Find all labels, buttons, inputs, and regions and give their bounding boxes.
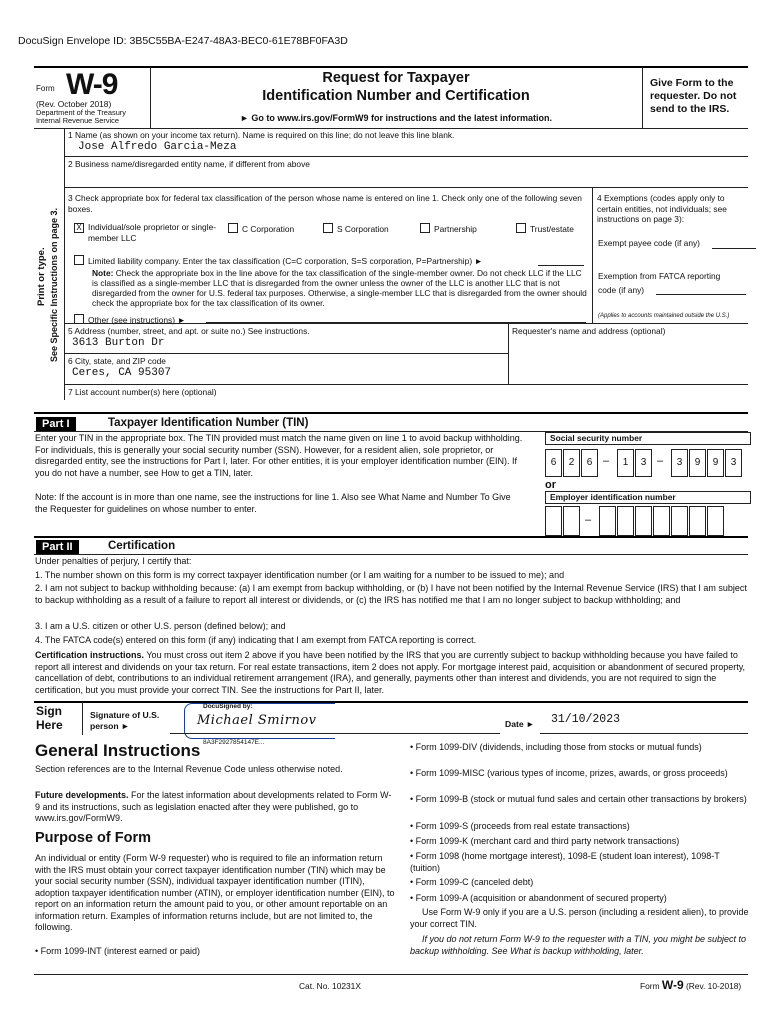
ssn-digit[interactable]: 6 [581, 449, 598, 477]
form-title-1: Request for Taxpayer [322, 70, 470, 86]
ssn-digit[interactable]: 1 [617, 449, 634, 477]
general-instructions-title: General Instructions [35, 741, 201, 760]
bullet-1099-a: • Form 1099-A (acquisition or abandonment of secured property) [410, 893, 667, 903]
irs-label: Internal Revenue Service [36, 116, 119, 125]
ssn-digit[interactable]: 3 [671, 449, 688, 477]
date-field[interactable]: 31/10/2023 [551, 713, 621, 726]
ssn-digit[interactable]: 2 [563, 449, 580, 477]
cert-item-4: 4. The FATCA code(s) entered on this form (if any) indicating that I am exempt from FATCA reporting is correct. [35, 635, 477, 645]
other-label: Other (see instructions) ► [88, 315, 186, 325]
part2-label: Part II [36, 540, 79, 554]
ein-digit[interactable] [599, 506, 616, 536]
individual-checkbox[interactable]: X [74, 223, 84, 233]
part2-title: Certification [108, 540, 176, 552]
section-references: Section references are to the Internal Revenue Code unless otherwise noted. [35, 764, 343, 774]
partnership-label: Partnership [434, 224, 477, 234]
purpose-title: Purpose of Form [35, 830, 152, 846]
ein-digit[interactable] [563, 506, 580, 536]
bullet-1098: • Form 1098 (home mortgage interest), 1098-E (student loan interest), 1098-T (tuition) [410, 851, 720, 873]
ein-digit[interactable] [653, 506, 670, 536]
form-number: W-9 [66, 68, 118, 101]
signature-label: Signature of U.S. person ► [90, 710, 160, 731]
signature-id: 8A3F2927854147E... [203, 739, 265, 746]
bullet-1099-misc: • Form 1099-MISC (various types of income, prizes, awards, or gross proceeds) [410, 768, 728, 778]
future-developments: Future developments. For the latest information about developments related to Form W-9 and its instructions, such as legislation enacted after they were published, go to www.irs.gov/FormW9. [35, 790, 392, 823]
llc-option[interactable] [74, 255, 483, 266]
ssn-dash: – [657, 455, 664, 467]
ein-dash: – [585, 514, 592, 526]
exempt-payee-label: Exempt payee code (if any) [598, 238, 700, 248]
fatca-note: (Applies to accounts maintained outside the U.S.) [598, 313, 730, 319]
sidebar-print-type: Print or type. [36, 247, 47, 306]
name-field[interactable]: Jose Alfredo Garcia-Meza [78, 141, 237, 153]
revision: (Rev. October 2018) [36, 99, 112, 109]
goto-instructions: ► Go to www.irs.gov/FormW9 for instructions and the latest information. [239, 113, 553, 123]
city-field[interactable]: Ceres, CA 95307 [72, 367, 172, 379]
form-title-2: Identification Number and Certification [262, 88, 530, 104]
ssn-digit[interactable]: 6 [545, 449, 562, 477]
bullet-1099-s: • Form 1099-S (proceeds from real estate transactions) [410, 821, 630, 831]
llc-label: Limited liability company. Enter the tax classification (C=C corporation, S=S corporation, P=Partnership) ► [88, 256, 483, 266]
exemptions-label: 4 Exemptions (codes apply only to certain entities, not individuals; see instructions on page 3): [597, 193, 727, 224]
purpose-text: An individual or entity (Form W-9 requester) who is required to file an information return with the IRS must obtain your correct taxpayer identification number (TIN) which may be your social security number (SSN), individual taxpayer identification number (ITIN), adoption taxpayer identification number (ATIN), or employer identification number (EIN), to report on an information return the amount paid to you, or other amount reportable on an information return. Examples of information returns include, but are not limited to, the following. [35, 853, 395, 932]
line5-label: 5 Address (number, street, and apt. or suite no.) See instructions. [68, 326, 310, 336]
s-corp-label: S Corporation [337, 224, 389, 234]
bullet-1099-c: • Form 1099-C (canceled debt) [410, 877, 534, 887]
cert-item-3: 3. I am a U.S. citizen or other U.S. person (defined below); and [35, 621, 286, 631]
cert-item-2: 2. I am not subject to backup withholding because: (a) I am exempt from backup withholding, or (b) I have not been notified by the Internal Revenue Service (IRS) that I am subject to backup withholding as a result of a failure to report all interest or dividends, or (c) the IRS has notified me that I am no longer subject to backup withholding; and [35, 583, 747, 605]
use-form-w9: Use Form W-9 only if you are a U.S. person (including a resident alien), to provide your correct TIN. [410, 907, 749, 929]
department: Department of the Treasury [36, 108, 126, 117]
date-label: Date ► [505, 719, 535, 729]
form-label: Form [36, 84, 55, 93]
trust-checkbox[interactable] [516, 223, 526, 233]
ein-digit[interactable] [545, 506, 562, 536]
line6-label: 6 City, state, and ZIP code [68, 356, 166, 366]
ein-digit[interactable] [707, 506, 724, 536]
footer-form: Form W-9 (Rev. 10-2018) [640, 978, 742, 992]
c-corp-option[interactable] [228, 223, 294, 234]
fatca-label: Exemption from FATCA reporting code (if any) [598, 271, 721, 295]
ssn-digit[interactable]: 3 [635, 449, 652, 477]
trust-option[interactable] [516, 223, 574, 234]
ein-digit[interactable] [635, 506, 652, 536]
partnership-option[interactable] [420, 223, 477, 234]
part1-label: Part I [36, 417, 76, 431]
ssn-digit[interactable]: 3 [725, 449, 742, 477]
line3-label: 3 Check appropriate box for federal tax classification of the person whose name is entered on line 1. Check only one of the following seven boxes. [68, 193, 582, 214]
envelope-id: DocuSign Envelope ID: 3B5C55BA-E247-48A3-BEC0-61E78BF0FA3D [18, 35, 348, 47]
ein-digit[interactable] [671, 506, 688, 536]
cert-instructions: Certification instructions. You must cross out item 2 above if you have been notified by the IRS that you are currently subject to backup withholding because you have failed to report all interest and dividends on your tax return. For real estate transactions, item 2 does not apply. For mortgage interest paid, acquisition or abandonment of secured property, cancellation of debt, contributions to an individual retirement arrangement (IRA), and generally, payments other than interest and dividends, you are not required to sign the certification, but you must provide your correct TIN. See the instructions for Part II, later. [35, 650, 746, 695]
part1-text: Enter your TIN in the appropriate box. The TIN provided must match the name given on line 1 to avoid backup withholding. For individuals, this is generally your social security number (SSN). However, for a resident alien, sole proprietor, or disregarded entity, see the instructions for Part I, later. For other entities, it is your employer identification number (EIN). If you do not have a number, see How to get a TIN, later. [35, 433, 523, 478]
bullet-1099-int: • Form 1099-INT (interest earned or paid) [35, 946, 201, 956]
give-form-note: Give Form to the requester. Do not send to the IRS. [650, 77, 737, 115]
ein-digit[interactable] [617, 506, 634, 536]
docusigned-by: DocuSigned by: [203, 703, 253, 710]
c-corp-label: C Corporation [242, 224, 295, 234]
catalog-number: Cat. No. 10231X [299, 981, 361, 991]
bullet-1099-div: • Form 1099-DIV (dividends, including those from stocks or mutual funds) [410, 742, 702, 752]
line7-label: 7 List account number(s) here (optional) [68, 387, 217, 397]
individual-label: Individual/sole proprietor or single-member LLC [88, 222, 217, 243]
or-label: or [545, 479, 556, 491]
ein-digit[interactable] [689, 506, 706, 536]
llc-note: Note: Check the appropriate box in the line above for the tax classification of the single-member owner. Do not check LLC if the LLC is classified as a single-member LLC that is disregarded from the owner unless the owner of the LLC is another LLC that is not disregarded from the owner for U.S. federal tax purposes. Otherwise, a single-member LLC that is disregarded from the owner should check the appropriate box for the tax classification of its owner. [92, 268, 587, 308]
signature[interactable]: Michael Smirnov [197, 713, 317, 728]
c-corp-checkbox[interactable] [228, 223, 238, 233]
ssn-digit[interactable]: 9 [689, 449, 706, 477]
partnership-checkbox[interactable] [420, 223, 430, 233]
part1-note: Note: If the account is in more than one name, see the instructions for line 1. Also see What Name and Number To Give the Requester for guidelines on whose number to enter. [35, 492, 511, 514]
individual-option[interactable] [74, 222, 222, 243]
bullet-1099-k: • Form 1099-K (merchant card and third party network transactions) [410, 836, 680, 846]
sidebar-see-specific: See Specific Instructions on page 3. [49, 207, 59, 362]
line2-label: 2 Business name/disregarded entity name, if different from above [68, 159, 310, 169]
bullet-1099-b: • Form 1099-B (stock or mutual fund sales and certain other transactions by brokers) [410, 794, 747, 804]
requester-label: Requester's name and address (optional) [512, 326, 666, 336]
ssn-digit[interactable]: 9 [707, 449, 724, 477]
sign-here: Sign Here [36, 704, 63, 732]
if-not-returned: If you do not return Form W-9 to the requester with a TIN, you might be subject to backup withholding. See What is backup withholding, later. [410, 934, 746, 956]
address-field[interactable]: 3613 Burton Dr [72, 337, 165, 349]
llc-checkbox[interactable] [74, 255, 84, 265]
ein-label: Employer identification number [545, 491, 751, 504]
line1-label: 1 Name (as shown on your income tax return). Name is required on this line; do not leave this line blank. [68, 130, 455, 140]
cert-item-1: 1. The number shown on this form is my correct taxpayer identification number (or I am waiting for a number to be issued to me); and [35, 570, 565, 580]
part2-intro: Under penalties of perjury, I certify that: [35, 556, 192, 566]
s-corp-option[interactable] [323, 223, 389, 234]
s-corp-checkbox[interactable] [323, 223, 333, 233]
ssn-dash: – [603, 455, 610, 467]
part1-title: Taxpayer Identification Number (TIN) [108, 417, 309, 429]
trust-label: Trust/estate [530, 224, 574, 234]
ssn-label: Social security number [545, 432, 751, 445]
